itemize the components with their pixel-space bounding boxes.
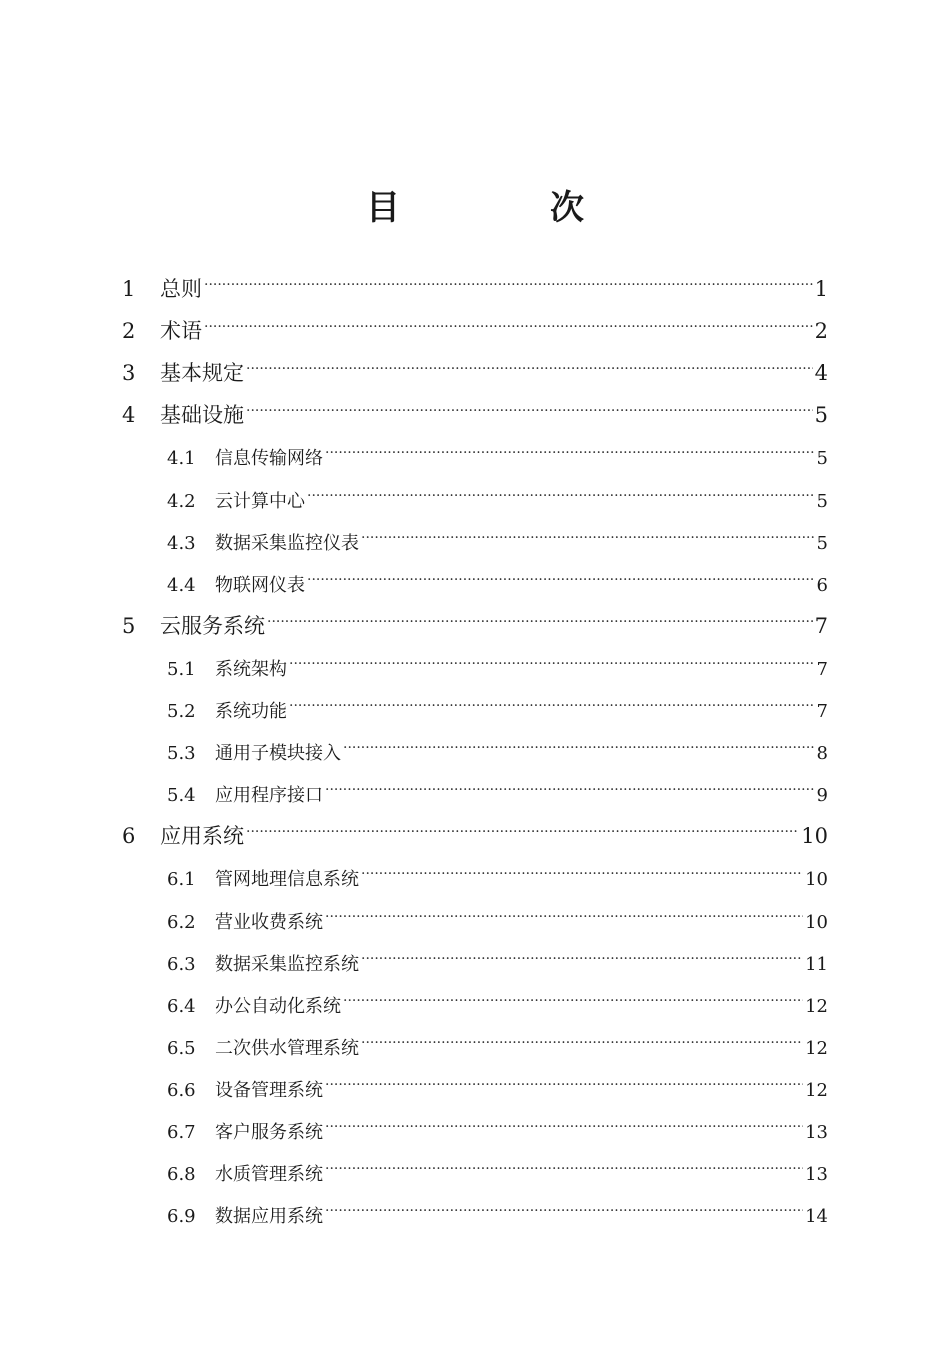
toc-entry-page-number: 4 bbox=[814, 361, 828, 386]
toc-dot-leader bbox=[361, 1024, 803, 1054]
toc-entry[interactable] bbox=[167, 982, 828, 1017]
toc-entry[interactable] bbox=[167, 687, 828, 722]
toc-entry-number: 6.5 bbox=[167, 1037, 196, 1059]
toc-entry[interactable] bbox=[167, 477, 828, 512]
toc-dot-leader bbox=[246, 813, 799, 843]
toc-entry-label: 通用子模块接入 bbox=[215, 743, 341, 765]
toc-dot-leader bbox=[289, 687, 815, 717]
toc-entry-label: 数据采集监控系统 bbox=[215, 953, 359, 975]
toc-entry-label: 办公自动化系统 bbox=[215, 995, 341, 1017]
toc-entry-number: 6.1 bbox=[167, 869, 196, 891]
toc-dot-leader bbox=[361, 940, 803, 970]
toc-entry-label: 数据应用系统 bbox=[215, 1206, 323, 1228]
toc-entry[interactable] bbox=[122, 350, 828, 386]
toc-entry-number: 6.9 bbox=[167, 1206, 196, 1228]
toc-entry-number: 6 bbox=[122, 824, 136, 849]
toc-entry-page-number: 13 bbox=[805, 1164, 828, 1186]
toc-dot-leader bbox=[325, 1150, 803, 1180]
toc-entry[interactable] bbox=[167, 898, 828, 933]
toc-entry-page-number: 7 bbox=[816, 701, 828, 722]
toc-entry[interactable] bbox=[167, 855, 828, 891]
toc-entry[interactable] bbox=[122, 603, 828, 638]
toc-entry-page-number: 1 bbox=[814, 277, 828, 301]
toc-dot-leader bbox=[246, 392, 813, 422]
toc-entry[interactable] bbox=[167, 1024, 828, 1059]
toc-entry-label: 系统架构 bbox=[215, 658, 287, 680]
toc-entry-number: 4 bbox=[122, 403, 136, 428]
toc-dot-leader bbox=[204, 266, 813, 296]
toc-entry-label: 管网地理信息系统 bbox=[215, 869, 359, 891]
toc-entry-number: 5.4 bbox=[167, 785, 196, 807]
toc-entry-label: 术语 bbox=[160, 319, 202, 344]
toc-dot-leader bbox=[325, 898, 803, 928]
toc-entry[interactable] bbox=[167, 771, 828, 807]
toc-entry-label: 二次供水管理系统 bbox=[215, 1037, 359, 1059]
toc-dot-leader bbox=[325, 1066, 803, 1096]
toc-entry[interactable] bbox=[122, 813, 828, 849]
toc-entry-label: 数据采集监控仪表 bbox=[215, 532, 359, 554]
toc-entry-label: 水质管理系统 bbox=[215, 1164, 323, 1186]
toc-entry-number: 4.2 bbox=[167, 490, 196, 512]
toc-entry-page-number: 11 bbox=[805, 953, 828, 975]
toc-entry-page-number: 7 bbox=[816, 658, 828, 680]
toc-entry-label: 客户服务系统 bbox=[215, 1122, 323, 1143]
toc-entry[interactable] bbox=[167, 1108, 828, 1143]
toc-entry-page-number: 5 bbox=[816, 448, 828, 470]
toc-entry-page-number: 5 bbox=[816, 490, 828, 512]
toc-entry-number: 5 bbox=[122, 613, 136, 638]
toc-entry-number: 4.3 bbox=[167, 532, 196, 554]
toc-entry-number: 5.2 bbox=[167, 701, 196, 722]
toc-entry-page-number: 5 bbox=[816, 532, 828, 554]
toc-entry[interactable] bbox=[167, 1192, 828, 1228]
toc-dot-leader bbox=[325, 434, 815, 464]
toc-entry-label: 应用系统 bbox=[160, 824, 244, 849]
toc-entry[interactable] bbox=[167, 519, 828, 554]
toc-entry-number: 1 bbox=[122, 277, 136, 301]
toc-dot-leader bbox=[343, 729, 815, 759]
toc-entry-page-number: 8 bbox=[816, 743, 828, 765]
toc-entry[interactable] bbox=[122, 308, 828, 344]
toc-dot-leader bbox=[361, 519, 815, 549]
toc-entry[interactable] bbox=[167, 1066, 828, 1101]
toc-entry-number: 6.3 bbox=[167, 953, 196, 975]
page-title: 目 次 bbox=[366, 188, 642, 228]
toc-entry-page-number: 13 bbox=[805, 1122, 828, 1143]
toc-dot-leader bbox=[307, 477, 815, 507]
toc-dot-leader bbox=[204, 308, 813, 338]
toc-entry-number: 6.6 bbox=[167, 1079, 196, 1101]
toc-entry-number: 4.4 bbox=[167, 574, 196, 596]
toc-entry-label: 系统功能 bbox=[215, 701, 287, 722]
toc-entry-page-number: 2 bbox=[814, 319, 828, 344]
toc-entry-label: 物联网仪表 bbox=[215, 574, 305, 596]
toc-entry[interactable] bbox=[122, 266, 828, 301]
toc-dot-leader bbox=[325, 771, 815, 801]
toc-entry-page-number: 6 bbox=[816, 574, 828, 596]
toc-entry-label: 基础设施 bbox=[160, 403, 244, 428]
toc-dot-leader bbox=[307, 561, 815, 591]
toc-entry-label: 应用程序接口 bbox=[215, 785, 323, 807]
toc-entry[interactable] bbox=[122, 392, 828, 428]
toc-entry-page-number: 12 bbox=[805, 1037, 828, 1059]
toc-entry-label: 设备管理系统 bbox=[215, 1079, 323, 1101]
toc-entry-number: 6.2 bbox=[167, 911, 196, 933]
toc-entry-page-number: 10 bbox=[805, 911, 828, 933]
toc-dot-leader bbox=[343, 982, 803, 1012]
toc-entry[interactable] bbox=[167, 1150, 828, 1186]
toc-entry-page-number: 12 bbox=[805, 1079, 828, 1101]
toc-entry-page-number: 12 bbox=[805, 995, 828, 1017]
toc-entry-number: 6.4 bbox=[167, 995, 196, 1017]
toc-entry-number: 5.3 bbox=[167, 743, 196, 765]
toc-entry-page-number: 9 bbox=[816, 785, 828, 807]
toc-dot-leader bbox=[267, 603, 813, 633]
toc-entry-number: 5.1 bbox=[167, 658, 196, 680]
toc-entry[interactable] bbox=[167, 645, 828, 680]
toc-entry-label: 信息传输网络 bbox=[215, 448, 323, 470]
toc-entry-page-number: 10 bbox=[801, 824, 828, 849]
toc-entry-label: 基本规定 bbox=[160, 361, 244, 386]
toc-entry[interactable] bbox=[167, 434, 828, 470]
toc-entry-label: 云服务系统 bbox=[160, 613, 265, 638]
toc-entry-number: 6.7 bbox=[167, 1122, 196, 1143]
toc-entry-page-number: 5 bbox=[814, 403, 828, 428]
toc-dot-leader bbox=[325, 1108, 803, 1138]
toc-entry[interactable] bbox=[167, 940, 828, 975]
toc-entry-page-number: 10 bbox=[805, 869, 828, 891]
toc-dot-leader bbox=[361, 855, 803, 885]
toc-entry-label: 营业收费系统 bbox=[215, 911, 323, 933]
toc-entry-number: 3 bbox=[122, 361, 136, 386]
toc-entry-label: 总则 bbox=[160, 277, 202, 301]
toc-dot-leader bbox=[325, 1192, 803, 1222]
toc-dot-leader bbox=[289, 645, 815, 675]
toc-entry-label: 云计算中心 bbox=[215, 490, 305, 512]
toc-entry-page-number: 14 bbox=[805, 1206, 828, 1228]
toc-entry[interactable] bbox=[167, 561, 828, 596]
toc-entry-number: 4.1 bbox=[167, 448, 196, 470]
toc-entry-number: 2 bbox=[122, 319, 136, 344]
toc-entry-page-number: 7 bbox=[814, 613, 828, 638]
toc-entry-number: 6.8 bbox=[167, 1164, 196, 1186]
toc-dot-leader bbox=[246, 350, 813, 380]
toc-entry[interactable] bbox=[167, 729, 828, 765]
